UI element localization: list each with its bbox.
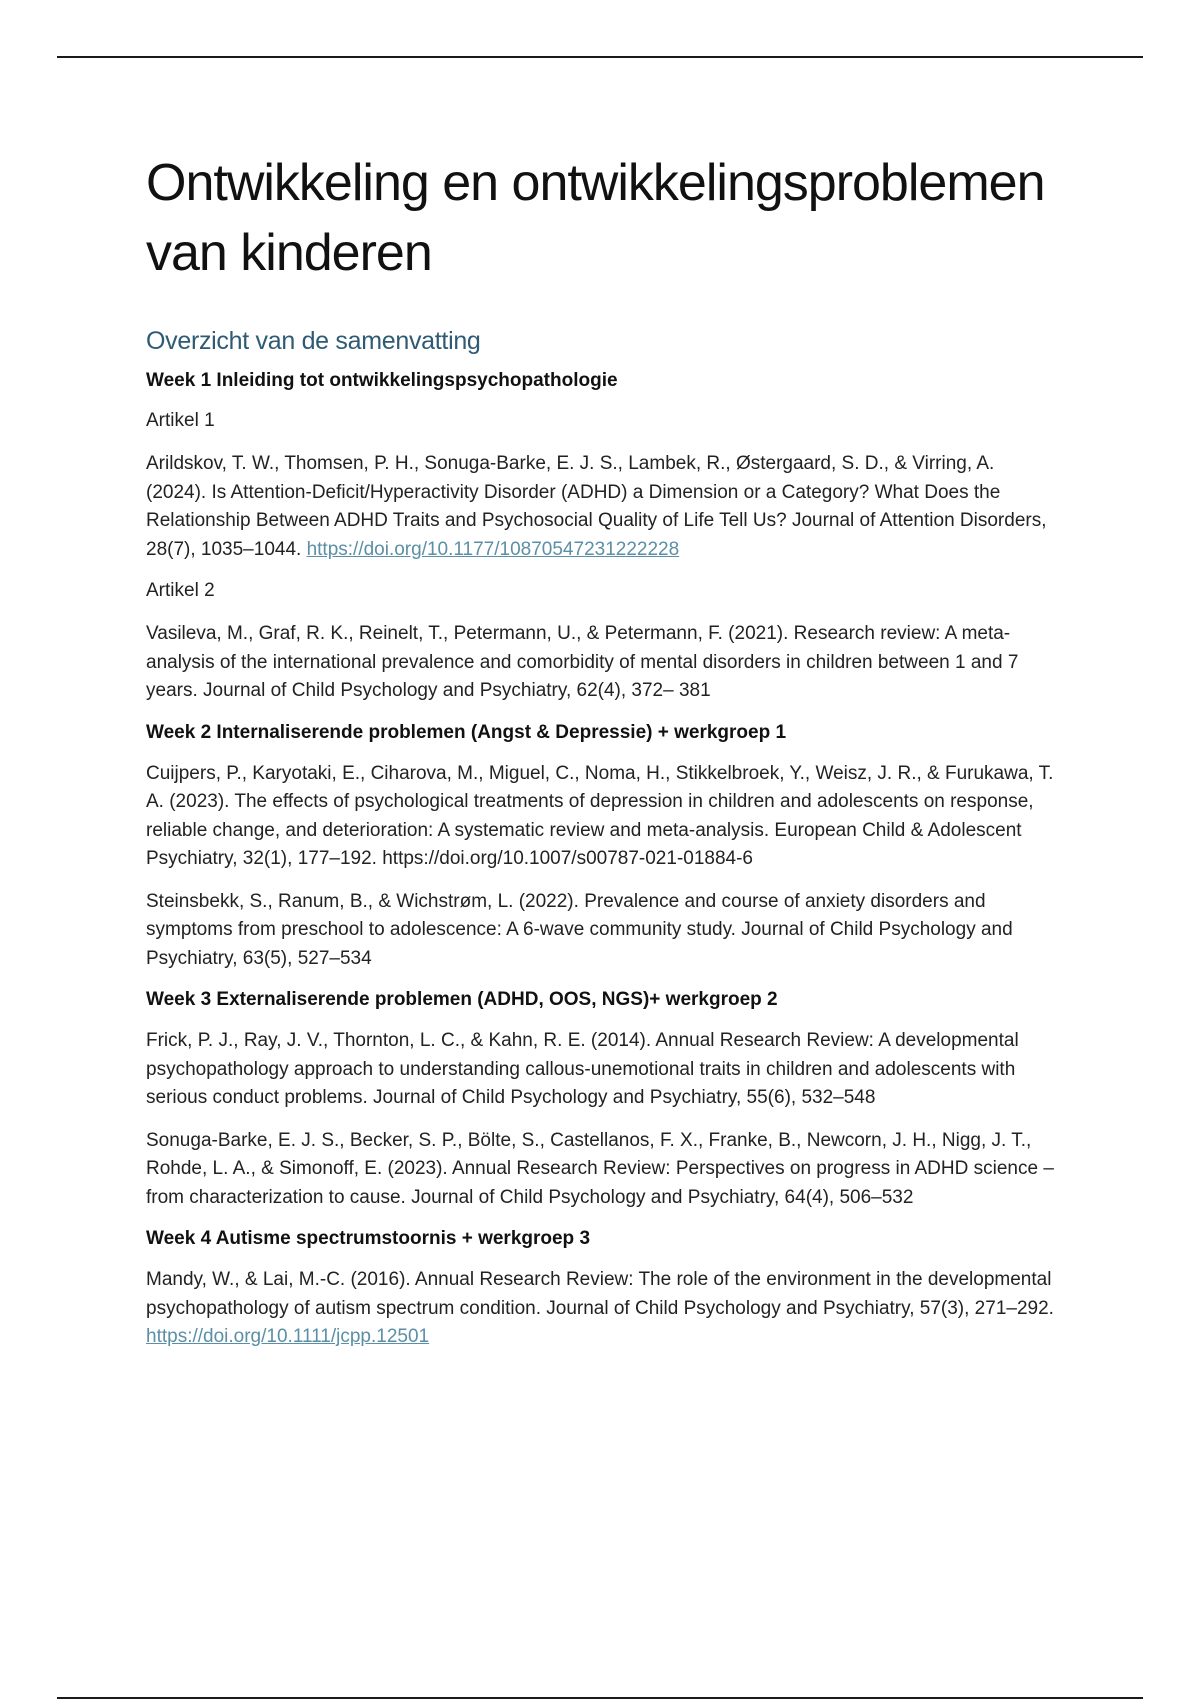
document-title: Ontwikkeling en ontwikkelingsproblemen van kinderen: [146, 154, 1045, 282]
reference-entry: [146, 450, 1056, 564]
reference-text: Steinsbekk, S., Ranum, B., & Wichstrøm, L. (2022). Prevalence and course of anxiety disorders and symptoms from preschool to adolescence: A 6-wave community study. Journal of Child Psychology and Psychiatry, 63(5), 527–534: [146, 890, 1013, 969]
article-label: Artikel 2: [146, 580, 215, 601]
top-rule: [57, 56, 1143, 58]
doi-link[interactable]: https://doi.org/10.1111/jcpp.12501: [146, 1326, 430, 1347]
week-heading: Week 4 Autisme spectrumstoornis + werkgroep 3: [146, 1228, 591, 1249]
reference-entry: [146, 620, 1056, 706]
reference-text: Arildskov, T. W., Thomsen, P. H., Sonuga-Barke, E. J. S., Lambek, R., Østergaard, S. D., & Virring, A. (2024). Is Attention-Deficit/Hyperactivity Disorder (ADHD) a Dimension or a Category? What Does the Relationship Between ADHD Traits and Psychosocial Quality of Life Tell Us? Journal of Attention Disorders, 28(7), 1035–1044.: [146, 453, 1047, 560]
reference-entry: [146, 888, 1056, 974]
doi-link[interactable]: https://doi.org/10.1177/10870547231222228: [306, 538, 680, 560]
bottom-rule: [57, 1697, 1143, 1699]
week-heading: Week 2 Internaliserende problemen (Angst & Depressie) + werkgroep 1: [146, 721, 787, 743]
week-heading: Week 3 Externaliserende problemen (ADHD, OOS, NGS)+ werkgroep 2: [146, 989, 778, 1010]
reference-text: Frick, P. J., Ray, J. V., Thornton, L. C., & Kahn, R. E. (2014). Annual Research Review: A developmental psychopathology approach to understanding callous-unemotional traits in children and adolescents with serious conduct problems. Journal of Child Psychology and Psychiatry, 55(6), 532–548: [146, 1030, 1019, 1108]
reference-entry: [146, 760, 1056, 874]
reference-entry: [146, 1127, 1056, 1213]
week-heading: Week 1 Inleiding tot ontwikkelingspsychopathologie: [146, 370, 618, 391]
reference-text: Cuijpers, P., Karyotaki, E., Ciharova, M., Miguel, C., Noma, H., Stikkelbroek, Y., Weisz, J. R., & Furukawa, T. A. (2023). The effects of psychological treatments of depression in children and adolescents on response, reliable change, and deterioration: A systematic review and meta-analysis. European Child & Adolescent Psychiatry, 32(1), 177–192. https://doi.org/10.1007/s00787-021-01884-6: [146, 762, 1054, 869]
reference-text: Mandy, W., & Lai, M.-C. (2016). Annual Research Review: The role of the environment in the developmental psychopathology of autism spectrum condition. Journal of Child Psychology and Psychiatry, 57(3), 271–292.: [146, 1269, 1054, 1319]
reference-entry: [146, 1266, 1056, 1352]
weeks-list: [146, 368, 1056, 1352]
overview-heading: Overzicht van de samenvatting: [146, 327, 481, 355]
article-label: Artikel 1: [146, 410, 215, 431]
reference-entry: [146, 1027, 1056, 1113]
reference-text: Sonuga-Barke, E. J. S., Becker, S. P., Bölte, S., Castellanos, F. X., Franke, B., Newcorn, J. H., Nigg, J. T., Rohde, L. A., & Simonoff, E. (2023). Annual Research Review: Perspectives on progress in ADHD science – from characterization to cause. Journal of Child Psychology and Psychiatry, 64(4), 506–532: [146, 1129, 1054, 1208]
reference-text: Vasileva, M., Graf, R. K., Reinelt, T., Petermann, U., & Petermann, F. (2021). Research review: A meta-analysis of the international prevalence and comorbidity of mental disorders in children between 1 and 7 years. Journal of Child Psychology and Psychiatry, 62(4), 372– 381: [146, 623, 1019, 701]
document-page: [146, 148, 1056, 1366]
